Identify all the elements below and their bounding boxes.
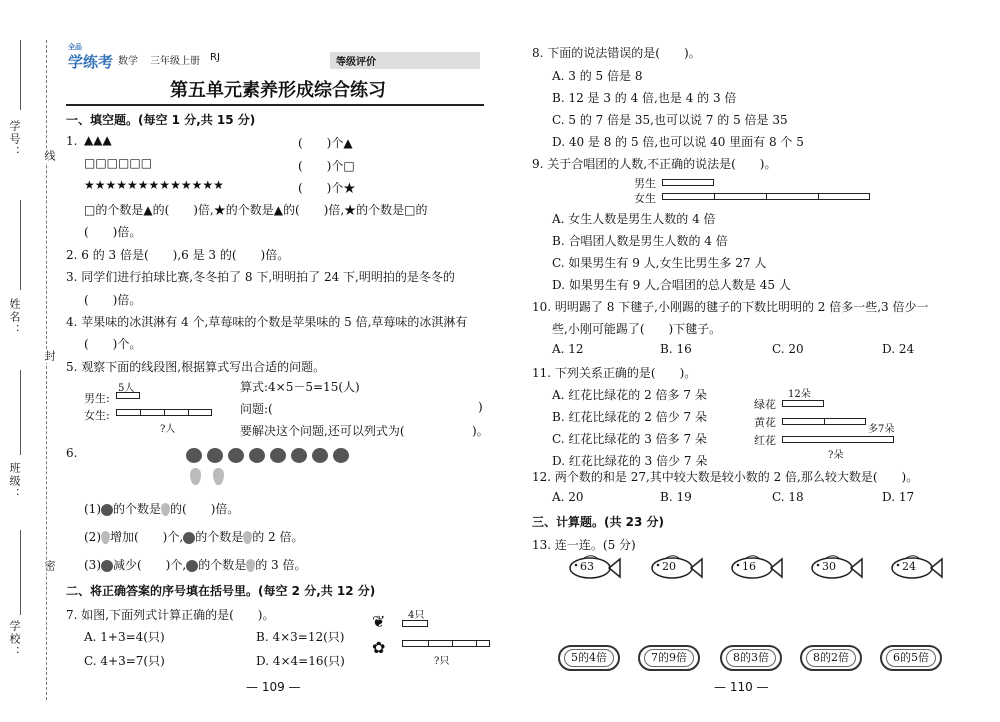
- q7-option-c: C. 4+3=7(只): [84, 654, 165, 668]
- q10-text-cont: 些,小刚可能踢了( )下毽子。: [552, 322, 722, 336]
- q9-girls-label: 女生: [634, 192, 656, 205]
- q12-option-d: D. 17: [882, 490, 915, 504]
- q5-label-5: 5人: [118, 383, 135, 394]
- fish-icon: [650, 555, 704, 581]
- fish-number: 63: [580, 560, 594, 573]
- fish-card[interactable]: [650, 555, 704, 581]
- left-page: [62, 0, 492, 722]
- section-1-heading: 一、填空题。(每空 1 分,共 15 分): [66, 113, 256, 127]
- q9-boys-label: 男生: [634, 177, 656, 190]
- q5-question: 问题:(: [240, 402, 273, 416]
- segment-tick: [452, 640, 453, 647]
- pear-icon: [213, 468, 224, 485]
- q7-text: 7. 如图,下面列式计算正确的是( )。: [66, 608, 275, 622]
- fishbowl-card[interactable]: 5的4倍: [558, 645, 620, 671]
- q13-text: 13. 连一连。(5 分): [532, 538, 636, 552]
- q1-stars: ★★★★★★★★★★★★★: [84, 178, 224, 192]
- right-page: [518, 0, 958, 722]
- segment-tick: [818, 193, 819, 200]
- pear-icon: [101, 531, 110, 544]
- flower-icon: ✿: [372, 638, 386, 657]
- apple-icon: [186, 560, 198, 572]
- fish-icon: [568, 555, 622, 581]
- answer-line: [20, 40, 21, 110]
- answer-line: [20, 370, 21, 455]
- butterfly-icon: ❦: [372, 612, 386, 631]
- pear-icon: [246, 559, 255, 572]
- q10-option-a: A. 12: [552, 342, 584, 356]
- apple-icon: [101, 560, 113, 572]
- q10-option-c: C. 20: [772, 342, 804, 356]
- q12-option-c: C. 18: [772, 490, 804, 504]
- q5-formula: 算式:4×5－5=15(人): [240, 380, 360, 394]
- q12-text: 12. 两个数的和是 27,其中较大数是较小数的 2 倍,那么较大数是( )。: [532, 470, 919, 484]
- segment-tick: [714, 193, 715, 200]
- student-id-label: 学号：: [8, 120, 21, 159]
- q7-option-d: D. 4×4=16(只): [256, 654, 345, 668]
- brand-logo: 全品 学练考: [68, 43, 114, 71]
- fishbowl-card[interactable]: 8的2倍: [800, 645, 862, 671]
- segment-tick: [188, 409, 189, 416]
- q4-text-cont: ( )个。: [84, 337, 142, 351]
- q10-text: 10. 明明踢了 8 下毽子,小刚踢的毽子的下数比明明的 2 倍多一些,3 倍少一: [532, 300, 929, 314]
- page-number-right: — 110 —: [714, 680, 769, 694]
- fish-card[interactable]: [568, 555, 622, 581]
- fish-card[interactable]: [810, 555, 864, 581]
- apple-icon: [101, 504, 113, 516]
- q10-option-d: D. 24: [882, 342, 915, 356]
- q6-pears: [190, 468, 236, 488]
- q7-option-a: A. 1+3=4(只): [84, 630, 165, 644]
- class-label: 班级：: [8, 462, 21, 501]
- q9-option-b: B. 合唱团人数是男生人数的 4 倍: [552, 234, 728, 248]
- q12-option-b: B. 19: [660, 490, 692, 504]
- grade: 三年级上册: [150, 56, 200, 67]
- q1-triangles: ▲▲▲: [84, 133, 112, 147]
- edition: RJ: [210, 52, 220, 63]
- q1-squares: □□□□□□: [84, 156, 153, 170]
- apple-icon: [312, 448, 328, 463]
- apple-icon: [270, 448, 286, 463]
- fish-number: 30: [822, 560, 836, 573]
- fishbowl-card[interactable]: 8的3倍: [720, 645, 782, 671]
- segment-tick: [140, 409, 141, 416]
- segment-tick: [428, 640, 429, 647]
- fish-number: 24: [902, 560, 916, 573]
- q11-red-label: 红花: [754, 434, 776, 447]
- q11-option-a: A. 红花比绿花的 2 倍多 7 朵: [552, 388, 707, 402]
- q5-label-q: ?人: [160, 424, 176, 435]
- segment-tick: [766, 193, 767, 200]
- school-label: 学校：: [8, 620, 21, 659]
- q11-option-d: D. 红花比绿花的 3 倍少 7 朵: [552, 454, 708, 468]
- q11-green-bar: [782, 400, 824, 407]
- seal-mark: 线: [43, 150, 56, 163]
- q6-number: 6.: [66, 446, 78, 460]
- q7-label-4: 4只: [408, 610, 425, 621]
- q8-option-d: D. 40 是 8 的 5 倍,也可以说 40 里面有 8 个 5: [552, 135, 804, 149]
- answer-line: [20, 530, 21, 615]
- fish-card[interactable]: [890, 555, 944, 581]
- q8-option-b: B. 12 是 3 的 4 倍,也是 4 的 3 倍: [552, 91, 737, 105]
- q9-option-a: A. 女生人数是男生人数的 4 倍: [552, 212, 716, 226]
- fish-icon: [810, 555, 864, 581]
- q11-yellow-label: 黄花: [754, 416, 776, 429]
- section-3-heading: 三、计算题。(共 23 分): [532, 515, 665, 529]
- q1-number: 1.: [66, 134, 78, 148]
- q7-label-q: ?只: [434, 656, 450, 667]
- q5-question-end: ): [478, 400, 483, 414]
- subject: 数学: [118, 56, 138, 67]
- student-name-label: 姓名：: [8, 298, 21, 337]
- segment-tick: [164, 409, 165, 416]
- q11-label-7: 多7朵: [868, 424, 895, 435]
- fish-number: 20: [662, 560, 676, 573]
- q2-text: 2. 6 的 3 倍是( ),6 是 3 的( )倍。: [66, 248, 290, 262]
- answer-line: [20, 200, 21, 290]
- q11-label-12: 12朵: [788, 389, 811, 400]
- apple-icon: [291, 448, 307, 463]
- q9-option-c: C. 如果男生有 9 人,女生比男生多 27 人: [552, 256, 767, 270]
- q7-butterfly-bar: [402, 620, 428, 627]
- binding-margin: [0, 0, 62, 722]
- apple-icon: [228, 448, 244, 463]
- q11-text: 11. 下列关系正确的是( )。: [532, 366, 697, 380]
- seal-mark: 封: [43, 350, 56, 363]
- fish-card[interactable]: [730, 555, 784, 581]
- pear-icon: [190, 468, 201, 485]
- q5-girls-label: 女生:: [84, 409, 110, 422]
- page-title: 第五单元素养形成综合练习: [170, 80, 386, 101]
- q1-blank-squares: ( )个□: [298, 159, 355, 173]
- apple-icon: [207, 448, 223, 463]
- q7-option-b: B. 4×3=12(只): [256, 630, 345, 644]
- q11-label-q: ?朵: [828, 450, 844, 461]
- q6-part1: (1) 的个数是 的( )倍。: [84, 502, 240, 516]
- apple-icon: [186, 448, 202, 463]
- q5-alt: 要解决这个问题,还可以列式为(: [240, 424, 405, 438]
- q8-option-a: A. 3 的 5 倍是 8: [552, 69, 643, 83]
- fishbowl-card[interactable]: 6的5倍: [880, 645, 942, 671]
- apple-icon: [249, 448, 265, 463]
- q6-part3: (3) 减少( )个, 的个数是 的 3 倍。: [84, 558, 307, 572]
- q11-option-b: B. 红花比绿花的 2 倍少 7 朵: [552, 410, 707, 424]
- pear-icon: [161, 503, 170, 516]
- q3-text: 3. 同学们进行拍球比赛,冬冬拍了 8 下,明明拍了 24 下,明明拍的是冬冬的: [66, 270, 455, 284]
- grade-evaluation-box: 等级评价: [330, 52, 480, 69]
- seal-mark: 密: [43, 560, 56, 573]
- fish-icon: [890, 555, 944, 581]
- q9-option-d: D. 如果男生有 9 人,合唱团的总人数是 45 人: [552, 278, 791, 292]
- q11-option-c: C. 红花比绿花的 3 倍多 7 朵: [552, 432, 707, 446]
- segment-tick: [476, 640, 477, 647]
- apple-icon: [183, 532, 195, 544]
- q11-green-label: 绿花: [754, 398, 776, 411]
- q1-blank-stars: ( )个★: [298, 181, 356, 195]
- page-number-left: — 109 —: [246, 680, 301, 694]
- q6-part2: (2) 增加( )个, 的个数是 的 2 倍。: [84, 530, 304, 544]
- fishbowl-card[interactable]: 7的9倍: [638, 645, 700, 671]
- title-rule: [66, 104, 484, 106]
- q4-text: 4. 苹果味的冰淇淋有 4 个,草莓味的个数是苹果味的 5 倍,草莓味的冰淇淋有: [66, 315, 468, 329]
- cut-line: [46, 40, 47, 700]
- q3-text-cont: ( )倍。: [84, 293, 142, 307]
- q1-text: □的个数是▲的( )倍,★的个数是▲的( )倍,★的个数是□的: [84, 203, 428, 217]
- q5-alt-end: )。: [472, 424, 489, 438]
- q8-option-c: C. 5 的 7 倍是 35,也可以说 7 的 5 倍是 35: [552, 113, 788, 127]
- q1-text-cont: ( )倍。: [84, 225, 142, 239]
- fish-number: 16: [742, 560, 756, 573]
- q11-red-bar: [782, 436, 894, 443]
- q9-boys-bar: [662, 179, 714, 186]
- q6-apples: [186, 448, 354, 466]
- apple-icon: [333, 448, 349, 463]
- q10-option-b: B. 16: [660, 342, 692, 356]
- q12-option-a: A. 20: [552, 490, 584, 504]
- section-2-heading: 二、将正确答案的序号填在括号里。(每空 2 分,共 12 分): [66, 584, 376, 598]
- pear-icon: [243, 531, 252, 544]
- q9-text: 9. 关于合唱团的人数,不正确的说法是( )。: [532, 157, 777, 171]
- fish-icon: [730, 555, 784, 581]
- q5-boys-label: 男生:: [84, 392, 110, 405]
- q8-text: 8. 下面的说法错误的是( )。: [532, 46, 701, 60]
- segment-tick: [824, 418, 825, 425]
- q1-blank-triangles: ( )个▲: [298, 136, 353, 150]
- q5-text: 5. 观察下面的线段图,根据算式写出合适的问题。: [66, 360, 326, 374]
- q5-boys-bar: [116, 392, 140, 399]
